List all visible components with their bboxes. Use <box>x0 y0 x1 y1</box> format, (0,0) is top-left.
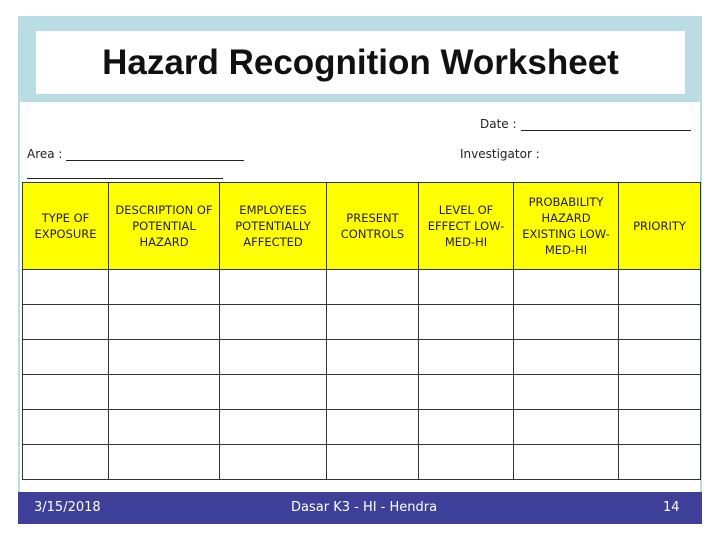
table-cell[interactable] <box>514 410 619 445</box>
table-cell[interactable] <box>23 340 109 375</box>
table-row <box>23 305 701 340</box>
investigator-label: Investigator : <box>460 147 540 161</box>
col-header-level-of-effect: LEVEL OF EFFECT LOW-MED-HI <box>419 183 514 270</box>
table-cell[interactable] <box>220 410 327 445</box>
table-cell[interactable] <box>419 305 514 340</box>
table-cell[interactable] <box>514 270 619 305</box>
table-cell[interactable] <box>619 305 701 340</box>
table-cell[interactable] <box>23 375 109 410</box>
footer-date: 3/15/2018 <box>34 500 101 515</box>
table-cell[interactable] <box>514 445 619 480</box>
table-cell[interactable] <box>23 270 109 305</box>
table-cell[interactable] <box>514 305 619 340</box>
table-cell[interactable] <box>619 445 701 480</box>
table-cell[interactable] <box>327 410 419 445</box>
table-row <box>23 375 701 410</box>
table-cell[interactable] <box>220 445 327 480</box>
table-cell[interactable] <box>109 375 220 410</box>
table-cell[interactable] <box>514 375 619 410</box>
table-cell[interactable] <box>419 340 514 375</box>
table-cell[interactable] <box>109 270 220 305</box>
area-label: Area : <box>27 147 63 161</box>
table-cell[interactable] <box>220 305 327 340</box>
table-cell[interactable] <box>220 270 327 305</box>
area-field-line-2[interactable] <box>27 178 223 179</box>
table-body <box>23 270 701 480</box>
table-cell[interactable] <box>514 340 619 375</box>
area-field-line[interactable] <box>66 160 244 161</box>
table-cell[interactable] <box>23 305 109 340</box>
table-cell[interactable] <box>619 340 701 375</box>
table-cell[interactable] <box>419 375 514 410</box>
table-cell[interactable] <box>23 410 109 445</box>
table-cell[interactable] <box>220 340 327 375</box>
table-cell[interactable] <box>109 340 220 375</box>
table-row <box>23 410 701 445</box>
table-cell[interactable] <box>327 270 419 305</box>
table-row <box>23 270 701 305</box>
table-row <box>23 445 701 480</box>
date-field-line[interactable] <box>521 130 691 131</box>
col-header-present-controls: PRESENT CONTROLS <box>327 183 419 270</box>
table-cell[interactable] <box>220 375 327 410</box>
page-number: 14 <box>663 500 680 515</box>
footer-center-text: Dasar K3 - HI - Hendra <box>291 500 438 515</box>
table-cell[interactable] <box>619 375 701 410</box>
table-cell[interactable] <box>619 270 701 305</box>
table-cell[interactable] <box>419 445 514 480</box>
table-cell[interactable] <box>419 410 514 445</box>
table-cell[interactable] <box>109 410 220 445</box>
date-label: Date : <box>480 117 517 131</box>
table-cell[interactable] <box>327 375 419 410</box>
table-cell[interactable] <box>327 445 419 480</box>
table-cell[interactable] <box>619 410 701 445</box>
table-row <box>23 340 701 375</box>
hazard-table <box>22 182 701 480</box>
page-title: Hazard Recognition Worksheet <box>102 42 619 82</box>
table-cell[interactable] <box>23 445 109 480</box>
col-header-priority: PRIORITY <box>619 183 701 270</box>
table-cell[interactable] <box>109 305 220 340</box>
table-cell[interactable] <box>327 305 419 340</box>
col-header-type-of-exposure: TYPE OF EXPOSURE <box>23 183 109 270</box>
table-cell[interactable] <box>327 340 419 375</box>
table-cell[interactable] <box>419 270 514 305</box>
col-header-probability: PROBABILITY HAZARD EXISTING LOW-MED-HI <box>514 183 619 270</box>
col-header-description: DESCRIPTION OF POTENTIAL HAZARD <box>109 183 220 270</box>
col-header-employees: EMPLOYEES POTENTIALLY AFFECTED <box>220 183 327 270</box>
table-cell[interactable] <box>109 445 220 480</box>
table-header-row <box>23 183 701 270</box>
